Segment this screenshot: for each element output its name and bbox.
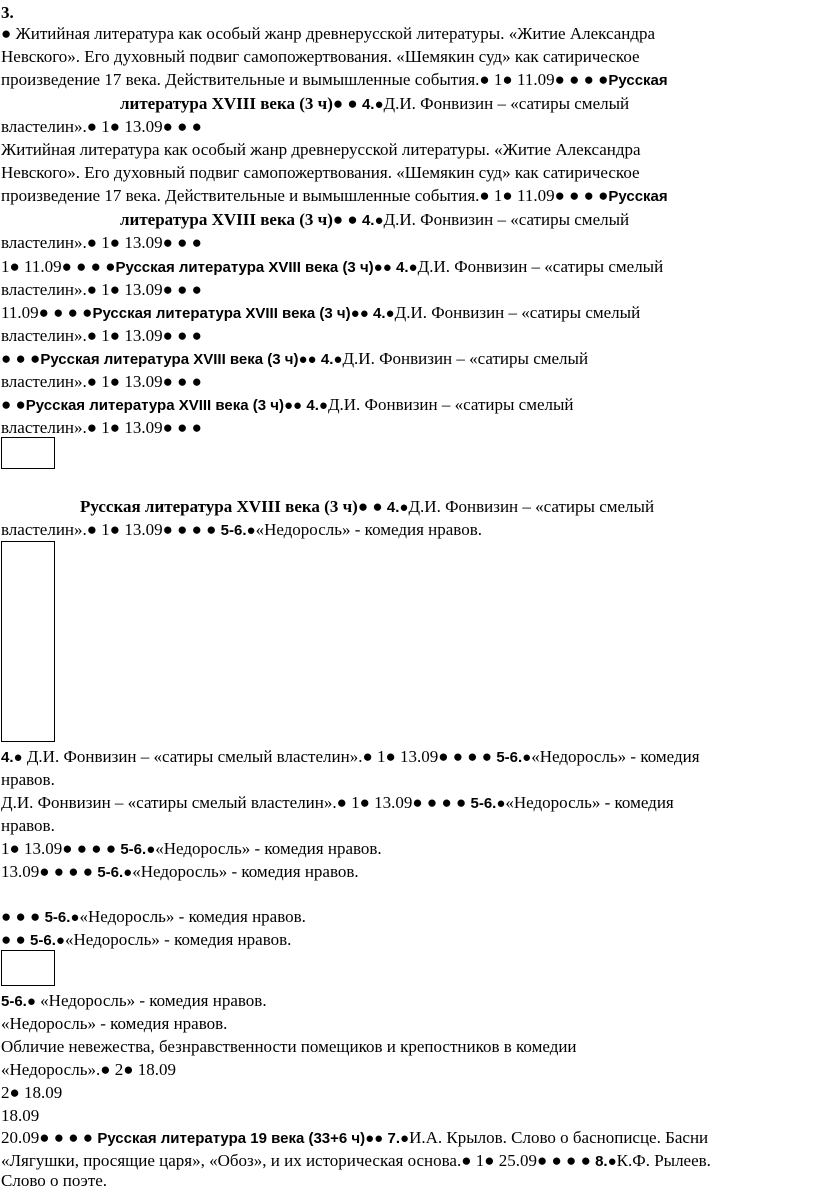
text-line: 4.● Д.И. Фонвизин – «сатиры смелый властелин».● 1● 13.09● ● ● ● 5-6.●«Недоросль» - комедия — [1, 747, 700, 766]
empty-cell-box — [1, 950, 55, 986]
text-line: ● Житийная литература как особый жанр древнерусской литературы. «Житие Александра — [1, 24, 656, 43]
text-line: 5-6.● «Недоросль» - комедия нравов. — [1, 991, 267, 1010]
text-line: «Недоросль» - комедия нравов. — [1, 1014, 228, 1033]
text-line: произведение 17 века. Действительные и вымышленные события.● 1● 11.09● ● ● ●Русская — [1, 186, 668, 205]
text-line: «Лягушки, просящие царя», «Обоз», и их историческая основа.● 1● 25.09● ● ● ● 8.●К.Ф. Рылеев. — [1, 1151, 711, 1170]
text-line: властелин».● 1● 13.09● ● ● ● 5-6.●«Недоросль» - комедия нравов. — [1, 520, 482, 539]
text-line: 20.09● ● ● ● Русская литература 19 века (33+6 ч)●● 7.●И.А. Крылов. Слово о баснописце. Басни — [1, 1128, 709, 1147]
text-line: властелин».● 1● 13.09● ● ● — [1, 233, 202, 252]
text-line: 2● 18.09 — [1, 1083, 63, 1102]
section-number: 3. — [1, 3, 14, 22]
text-line: произведение 17 века. Действительные и вымышленные события.● 1● 11.09● ● ● ●Русская — [1, 70, 668, 89]
text-line: литература XVIII века (3 ч)● ● 4.●Д.И. Фонвизин – «сатиры смелый — [120, 210, 630, 229]
text-line: ● ● 5-6.●«Недоросль» - комедия нравов. — [1, 930, 292, 949]
text-line: 1● 11.09● ● ● ●Русская литература XVIII века (3 ч)●● 4.●Д.И. Фонвизин – «сатиры смелый — [1, 257, 664, 276]
text-line: 13.09● ● ● ● 5-6.●«Недоросль» - комедия нравов. — [1, 862, 359, 881]
text-line: ● ● ●Русская литература XVIII века (3 ч)●● 4.●Д.И. Фонвизин – «сатиры смелый — [1, 349, 589, 368]
text-line: властелин».● 1● 13.09● ● ● — [1, 326, 202, 345]
text-line: 18.09 — [1, 1106, 40, 1125]
text-line: ● ●Русская литература XVIII века (3 ч)●● 4.●Д.И. Фонвизин – «сатиры смелый — [1, 395, 574, 414]
text-line: Слово о поэте. — [1, 1171, 108, 1190]
text-line: Невского». Его духовный подвиг самопожертвования. «Шемякин суд» как сатирическое — [1, 47, 640, 66]
text-line: нравов. — [1, 770, 55, 789]
text-line: ● ● ● 5-6.●«Недоросль» - комедия нравов. — [1, 907, 306, 926]
text-line: Невского». Его духовный подвиг самопожертвования. «Шемякин суд» как сатирическое — [1, 163, 640, 182]
empty-cell-box — [1, 541, 55, 742]
empty-cell-box — [1, 437, 55, 469]
text-line: властелин».● 1● 13.09● ● ● — [1, 117, 202, 136]
text-line: Русская литература XVIII века (3 ч)● ● 4.●Д.И. Фонвизин – «сатиры смелый — [80, 497, 655, 516]
text-line: властелин».● 1● 13.09● ● ● — [1, 280, 202, 299]
text-line: властелин».● 1● 13.09● ● ● — [1, 418, 202, 437]
text-line: «Недоросль».● 2● 18.09 — [1, 1060, 176, 1079]
text-line: нравов. — [1, 816, 55, 835]
text-line: 1● 13.09● ● ● ● 5-6.●«Недоросль» - комедия нравов. — [1, 839, 382, 858]
text-line: Д.И. Фонвизин – «сатиры смелый властелин».● 1● 13.09● ● ● ● 5-6.●«Недоросль» - комедия — [1, 793, 674, 812]
text-line: литература XVIII века (3 ч)● ● 4.●Д.И. Фонвизин – «сатиры смелый — [120, 94, 630, 113]
text-line: Обличие невежества, безнравственности помещиков и крепостников в комедии — [1, 1037, 577, 1056]
text-line: Житийная литература как особый жанр древнерусской литературы. «Житие Александра — [1, 140, 641, 159]
text-line: властелин».● 1● 13.09● ● ● — [1, 372, 202, 391]
text-line: 11.09● ● ● ●Русская литература XVIII века (3 ч)●● 4.●Д.И. Фонвизин – «сатиры смелый — [1, 303, 641, 322]
